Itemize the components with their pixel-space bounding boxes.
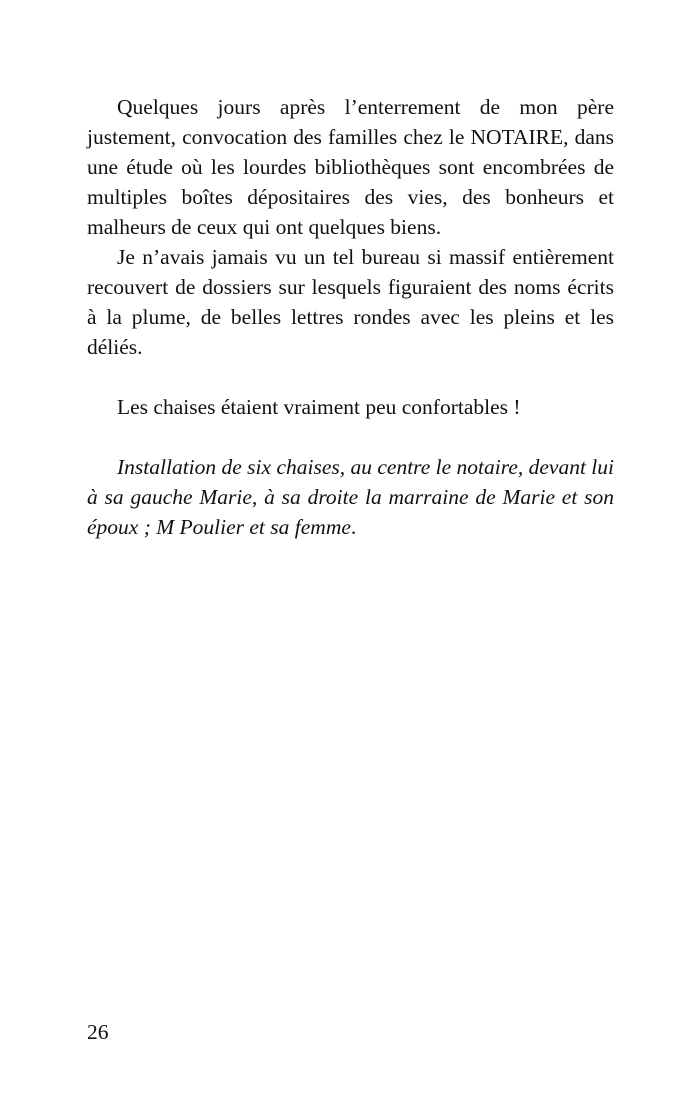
page-number: 26 [87,1020,109,1044]
paragraph-chairs: Les chaises étaient vraiment peu confortables ! [117,395,521,419]
seating-arrangement-italic: Installation de six chaises, au centre le notaire, devant lui à sa gauche Marie, à sa droite la marraine de Marie et son époux ; M Poulier et sa femme [87,455,614,539]
body-text [87,92,614,542]
paragraph-office-description: Je n’avais jamais vu un tel bureau si massif entièrement recouvert de dossiers sur lesquels figuraient des noms écrits à la plume, de belles lettres rondes avec les pleins et les déliés. [87,245,614,359]
paragraph-seating-arrangement [87,452,614,542]
paragraph-notary-convocation: Quelques jours après l’enterrement de mon père justement, convocation des familles chez le NOTAIRE, dans une étude où les lourdes bibliothèques sont encombrées de multiples boîtes dépositaires des vies, des bonheurs et malheurs de ceux qui ont quelques biens. [87,95,614,239]
seating-arrangement-period: . [350,515,357,539]
